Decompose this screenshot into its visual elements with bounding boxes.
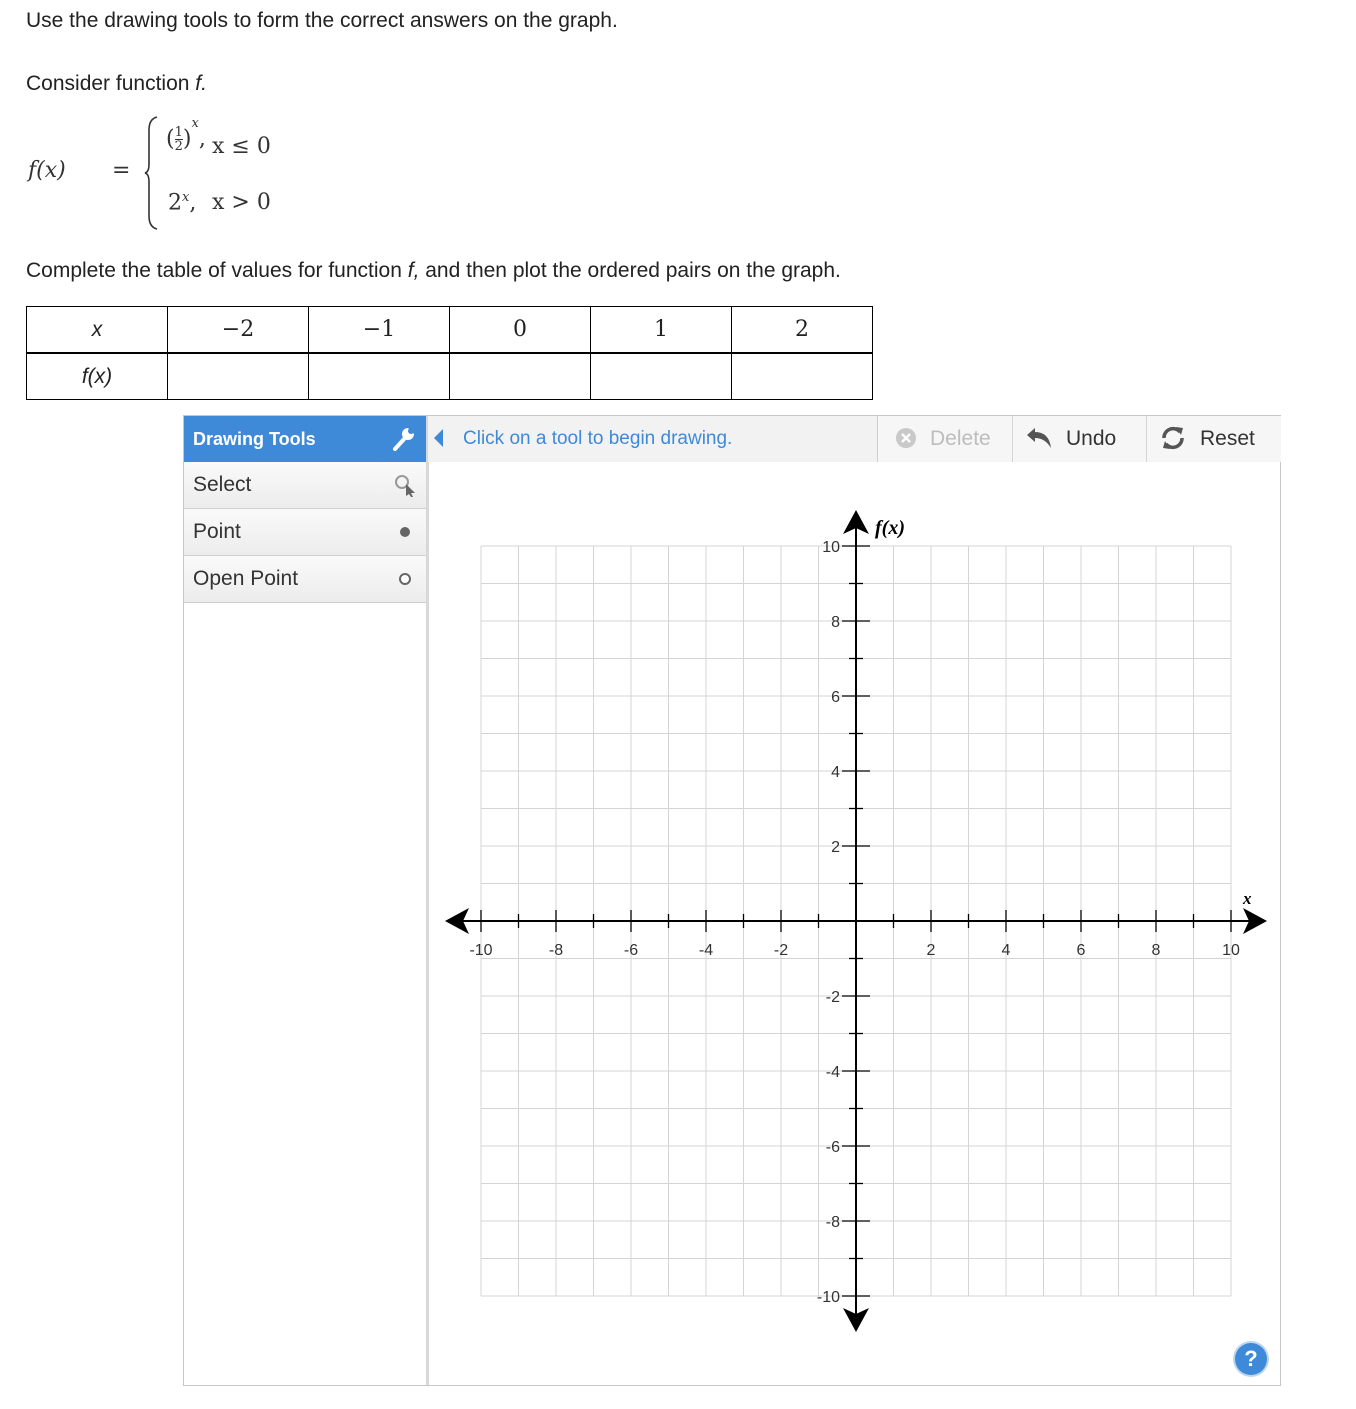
table-header-fx: f(x) bbox=[27, 353, 168, 400]
y-tick-label: -10 bbox=[816, 1289, 840, 1306]
table-cell-fx-input[interactable] bbox=[732, 353, 873, 400]
delete-label: Delete bbox=[930, 427, 991, 450]
x-tick-label: 8 bbox=[1151, 942, 1161, 959]
open-point-icon bbox=[398, 572, 412, 586]
y-tick-label: -2 bbox=[825, 989, 840, 1006]
drawing-widget bbox=[183, 415, 1281, 1386]
table-header-x: x bbox=[27, 307, 168, 354]
reset-icon bbox=[1160, 425, 1186, 451]
y-tick-label: -6 bbox=[825, 1139, 840, 1156]
tool-select[interactable] bbox=[184, 462, 426, 509]
drawing-tools-title: Drawing Tools bbox=[193, 429, 316, 449]
x-tick-label: -6 bbox=[623, 942, 639, 959]
tool-open-point[interactable] bbox=[184, 556, 426, 603]
table-cell-x: −1 bbox=[309, 307, 450, 354]
brace-icon bbox=[144, 116, 158, 230]
coordinate-graph[interactable] bbox=[440, 506, 1280, 1341]
y-tick-label: 2 bbox=[831, 839, 840, 856]
y-tick-label: 4 bbox=[831, 764, 840, 781]
piecewise-formula bbox=[28, 112, 328, 234]
collapse-sidebar-icon[interactable] bbox=[434, 429, 443, 447]
x-tick-label: -4 bbox=[698, 942, 714, 959]
tool-point[interactable] bbox=[184, 509, 426, 556]
formula-case2-condition: x > 0 bbox=[212, 190, 271, 215]
tools-sidebar bbox=[184, 416, 429, 1385]
table-cell-x: 2 bbox=[732, 307, 873, 354]
instruction-text: Use the drawing tools to form the correct answers on the graph. bbox=[26, 9, 618, 32]
delete-button[interactable] bbox=[877, 416, 1012, 462]
tool-open-point-label: Open Point bbox=[193, 567, 299, 590]
x-tick-label: 10 bbox=[1222, 942, 1240, 959]
formula-case1: ( $\frac{1}{2}$ )$^x$, bbox=[166, 116, 206, 154]
y-tick-label: 8 bbox=[831, 614, 840, 631]
table-cell-x: 0 bbox=[450, 307, 591, 354]
y-axis-label: f(x) bbox=[875, 517, 905, 539]
x-tick-label: -8 bbox=[548, 942, 564, 959]
x-tick-label: -10 bbox=[469, 942, 493, 959]
table-cell-fx-input[interactable] bbox=[168, 353, 309, 400]
values-table bbox=[26, 306, 873, 400]
undo-button[interactable] bbox=[1012, 416, 1147, 462]
undo-label: Undo bbox=[1066, 427, 1117, 450]
select-magnifier-icon bbox=[393, 473, 417, 497]
hint-text: Click on a tool to begin drawing. bbox=[463, 428, 733, 449]
table-cell-x: −2 bbox=[168, 307, 309, 354]
toolbar bbox=[428, 416, 1280, 462]
drawing-tools-header bbox=[184, 416, 426, 462]
formula-case1-condition: x ≤ 0 bbox=[212, 134, 271, 159]
x-tick-label: 2 bbox=[926, 942, 936, 959]
formula-case2: 2$^x$, bbox=[168, 190, 197, 216]
table-row-fx bbox=[27, 353, 873, 400]
x-axis-label: x bbox=[1243, 889, 1252, 908]
formula-equals: = bbox=[112, 158, 131, 183]
table-instruction-text: Complete the table of values for function f, and then plot the ordered pairs on the graph. bbox=[26, 259, 841, 282]
y-tick-label: -4 bbox=[825, 1064, 840, 1081]
x-tick-label: -2 bbox=[773, 942, 789, 959]
table-cell-fx-input[interactable] bbox=[309, 353, 450, 400]
wrench-icon bbox=[392, 426, 416, 452]
undo-icon bbox=[1025, 426, 1053, 450]
y-tick-label: 6 bbox=[831, 689, 840, 706]
y-tick-label: -8 bbox=[825, 1214, 840, 1231]
x-tick-label: 6 bbox=[1076, 942, 1086, 959]
filled-point-icon bbox=[398, 525, 412, 539]
consider-text: Consider function f. bbox=[26, 72, 207, 95]
help-button[interactable]: ? bbox=[1235, 1343, 1267, 1375]
y-tick-label: 10 bbox=[822, 539, 840, 556]
tool-select-label: Select bbox=[193, 473, 252, 496]
table-row-x bbox=[27, 307, 873, 354]
x-tick-label: 4 bbox=[1001, 942, 1011, 959]
formula-lhs: f(x) bbox=[28, 158, 66, 183]
delete-icon bbox=[895, 427, 917, 449]
tool-point-label: Point bbox=[193, 520, 241, 543]
reset-label: Reset bbox=[1200, 427, 1255, 450]
reset-button[interactable] bbox=[1146, 416, 1281, 462]
table-cell-x: 1 bbox=[591, 307, 732, 354]
table-cell-fx-input[interactable] bbox=[591, 353, 732, 400]
table-cell-fx-input[interactable] bbox=[450, 353, 591, 400]
